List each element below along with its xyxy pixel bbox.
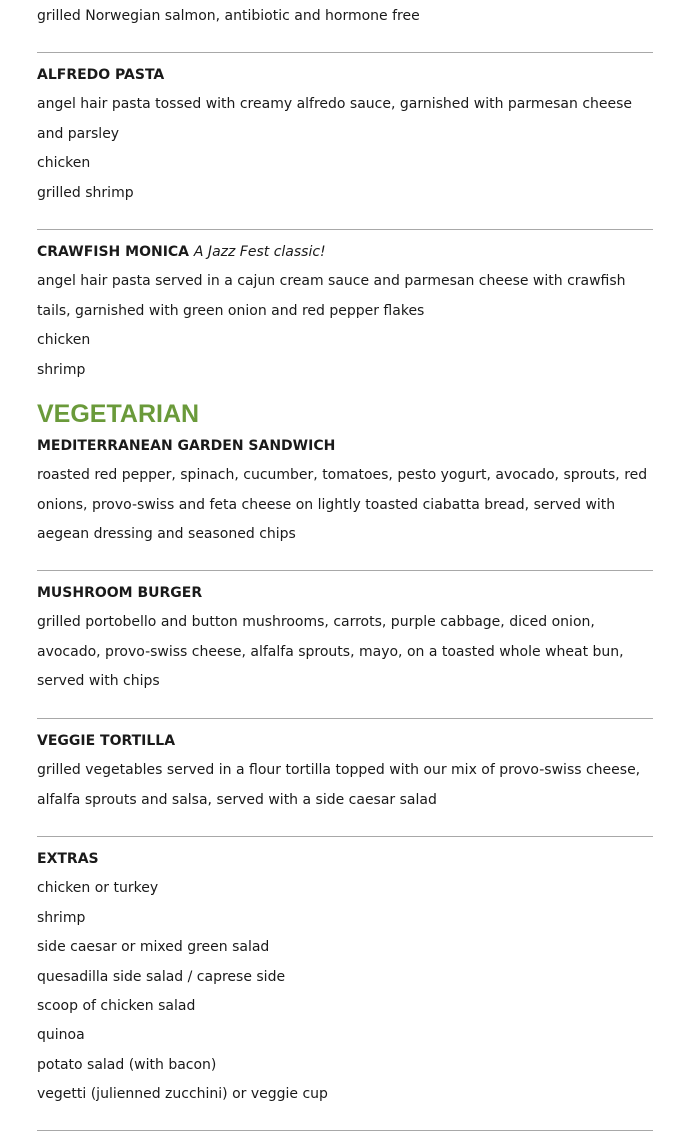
divider <box>37 836 653 837</box>
item-name-row <box>37 238 653 267</box>
menu-item-mediterranean-garden-sandwich <box>37 432 653 550</box>
extras-item: quinoa <box>37 1027 85 1044</box>
divider <box>37 570 653 571</box>
item-option: chicken <box>37 155 91 172</box>
divider <box>37 52 653 53</box>
extras-item: chicken or turkey <box>37 880 159 897</box>
menu-item-alfredo-pasta <box>37 61 653 208</box>
item-name: ALFREDO PASTA <box>37 67 165 83</box>
item-option: shrimp <box>37 361 86 378</box>
item-description: grilled portobello and button mushrooms, carrots, purple cabbage, diced onion, avocado, provo-swiss cheese, alfalfa sprouts, mayo, on a toasted whole wheat bun, served with chips <box>37 614 624 690</box>
item-description: roasted red pepper, spinach, cucumber, tomatoes, pesto yogurt, avocado, sprouts, red onions, provo-swiss and feta cheese on lightly toasted ciabatta bread, served with aegean dressing and seasoned chips <box>37 467 648 543</box>
item-name: CRAWFISH MONICA <box>37 244 190 260</box>
item-name: VEGGIE TORTILLA <box>37 733 176 749</box>
menu-item-extras <box>37 845 653 1110</box>
item-name: MUSHROOM BURGER <box>37 585 203 601</box>
extras-item: scoop of chicken salad <box>37 998 196 1015</box>
item-name: MEDITERRANEAN GARDEN SANDWICH <box>37 438 336 454</box>
section-title-vegetarian: VEGETARIAN <box>37 400 200 428</box>
extras-item: vegetti (julienned zucchini) or veggie cup <box>37 1086 328 1103</box>
extras-item: potato salad (with bacon) <box>37 1056 217 1073</box>
item-name: EXTRAS <box>37 851 99 867</box>
extras-item: shrimp <box>37 909 86 926</box>
item-option: chicken <box>37 332 91 349</box>
item-description: angel hair pasta tossed with creamy alfredo sauce, garnished with parmesan cheese and parsley <box>37 96 633 142</box>
item-tagline: A Jazz Fest classic! <box>193 244 326 260</box>
menu-item-crawfish-monica <box>37 238 653 385</box>
divider <box>37 718 653 719</box>
divider <box>37 1130 653 1131</box>
divider <box>37 229 653 230</box>
extras-item: side caesar or mixed green salad <box>37 939 270 956</box>
item-description: angel hair pasta served in a cajun cream sauce and parmesan cheese with crawfish tails, garnished with green onion and red pepper flakes <box>37 273 626 319</box>
extras-item: quesadilla side salad / caprese side <box>37 968 286 985</box>
item-description: grilled Norwegian salmon, antibiotic and hormone free <box>37 8 420 24</box>
item-description: grilled vegetables served in a flour tortilla topped with our mix of provo-swiss cheese, alfalfa sprouts and salsa, served with a side caesar salad <box>37 762 641 808</box>
menu-item-mushroom-burger <box>37 579 653 697</box>
item-option: grilled shrimp <box>37 184 134 201</box>
menu-item-veggie-tortilla <box>37 727 653 815</box>
